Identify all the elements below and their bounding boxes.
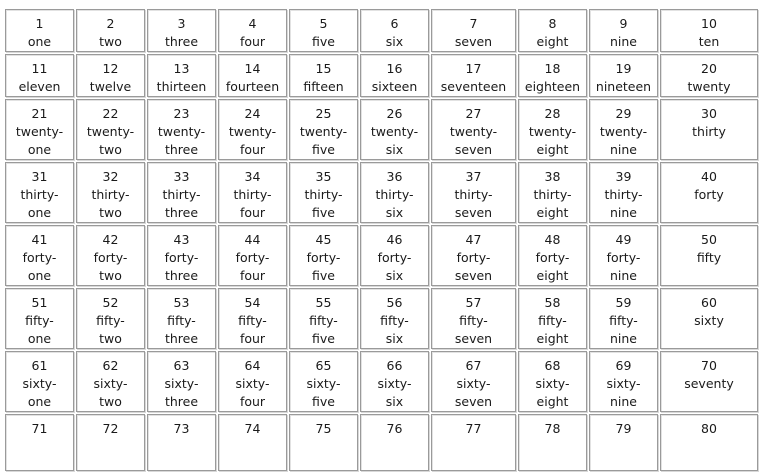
cell-number: 57 (465, 295, 482, 310)
number-cell (660, 162, 758, 223)
cell-word: sixteen (371, 79, 418, 94)
cell-number: 3 (177, 16, 186, 31)
cell-number: 35 (315, 169, 332, 184)
number-cell (360, 9, 429, 52)
number-cell (147, 288, 216, 349)
cell-word: fifty- eight (536, 313, 569, 346)
cell-number: 68 (544, 358, 561, 373)
cell-number: 19 (615, 61, 632, 76)
cell-word: thirty- five (304, 187, 343, 220)
number-cell (5, 54, 74, 97)
cell-word: three (164, 34, 199, 49)
cell-word: fifty- nine (609, 313, 638, 346)
number-cell (660, 225, 758, 286)
number-cell (518, 54, 587, 97)
table-row (5, 54, 758, 97)
cell-word: fifteen (303, 79, 344, 94)
cell-number: 10 (701, 16, 717, 31)
cell-number: 80 (701, 421, 717, 436)
cell-number: 34 (244, 169, 261, 184)
cell-word: thirty (692, 124, 726, 139)
cell-number: 33 (173, 169, 190, 184)
cell-number: 21 (31, 106, 48, 121)
cell-word: forty- nine (606, 250, 641, 283)
number-cell (218, 351, 287, 412)
number-cell (589, 351, 658, 412)
cell-number: 52 (102, 295, 119, 310)
number-cell (289, 288, 358, 349)
number-cell (218, 99, 287, 160)
cell-word: fourteen (225, 79, 280, 94)
number-cell (518, 9, 587, 52)
number-cell (5, 9, 74, 52)
cell-number: 31 (31, 169, 48, 184)
cell-number: 4 (248, 16, 257, 31)
cell-word: nineteen (595, 79, 652, 94)
cell-number: 37 (465, 169, 482, 184)
cell-word: twenty- eight (528, 124, 577, 157)
cell-word: thirty- seven (454, 187, 493, 220)
cell-number: 29 (615, 106, 632, 121)
number-cell (5, 351, 74, 412)
cell-number: 54 (244, 295, 261, 310)
cell-number: 49 (615, 232, 632, 247)
number-cell (218, 9, 287, 52)
number-cell (76, 225, 145, 286)
cell-number: 78 (544, 421, 561, 436)
number-cell (5, 414, 74, 471)
cell-word: sixty- one (22, 376, 57, 409)
number-cell (289, 99, 358, 160)
cell-number: 44 (244, 232, 261, 247)
number-cell (518, 99, 587, 160)
cell-word: fifty- six (380, 313, 409, 346)
cell-number: 6 (390, 16, 399, 31)
number-cell (589, 162, 658, 223)
number-cell (589, 54, 658, 97)
number-cell (660, 9, 758, 52)
cell-number: 76 (386, 421, 403, 436)
number-cell (660, 288, 758, 349)
cell-number: 56 (386, 295, 403, 310)
cell-word: sixty- nine (606, 376, 641, 409)
number-cell (76, 351, 145, 412)
number-cell (5, 288, 74, 349)
cell-word: fifty- seven (454, 313, 493, 346)
number-cell (431, 288, 516, 349)
cell-number: 9 (619, 16, 628, 31)
cell-number: 77 (465, 421, 482, 436)
cell-number: 62 (102, 358, 119, 373)
number-cell (76, 99, 145, 160)
cell-number: 67 (465, 358, 482, 373)
cell-number: 27 (465, 106, 482, 121)
cell-number: 79 (615, 421, 632, 436)
cell-word: thirty- six (375, 187, 414, 220)
cell-number: 15 (315, 61, 332, 76)
number-cell (431, 225, 516, 286)
cell-word: nine (609, 34, 637, 49)
cell-word: eighteen (524, 79, 581, 94)
number-cell (360, 288, 429, 349)
number-cell (360, 414, 429, 471)
cell-word: thirty- three (162, 187, 201, 220)
table-row (5, 99, 758, 160)
number-cell (147, 99, 216, 160)
number-cell (76, 288, 145, 349)
cell-number: 39 (615, 169, 632, 184)
cell-number: 24 (244, 106, 261, 121)
cell-number: 46 (386, 232, 403, 247)
cell-word: five (312, 34, 335, 49)
cell-number: 74 (244, 421, 261, 436)
number-cell (360, 225, 429, 286)
number-cell (289, 351, 358, 412)
cell-number: 58 (544, 295, 561, 310)
cell-number: 28 (544, 106, 561, 121)
cell-word: twenty- two (86, 124, 135, 157)
number-cell (660, 99, 758, 160)
number-cell (360, 351, 429, 412)
cell-number: 71 (31, 421, 48, 436)
cell-number: 14 (244, 61, 261, 76)
number-cell (431, 414, 516, 471)
cell-word: twenty- five (299, 124, 348, 157)
cell-word: twenty- four (228, 124, 277, 157)
cell-number: 50 (701, 232, 717, 247)
number-cell (360, 54, 429, 97)
number-cell (518, 225, 587, 286)
number-cell (360, 162, 429, 223)
number-words-table (3, 7, 760, 473)
cell-number: 41 (31, 232, 48, 247)
cell-word: forty- five (306, 250, 341, 283)
cell-word: twenty- seven (449, 124, 498, 157)
cell-number: 17 (465, 61, 482, 76)
cell-word: fifty- three (164, 313, 199, 346)
cell-word: sixty- four (235, 376, 270, 409)
cell-word: sixty- six (377, 376, 412, 409)
cell-word: thirteen (156, 79, 207, 94)
number-cell (76, 9, 145, 52)
cell-number: 70 (701, 358, 717, 373)
cell-number: 25 (315, 106, 332, 121)
cell-word: fifty- two (96, 313, 125, 346)
cell-number: 73 (173, 421, 190, 436)
cell-number: 61 (31, 358, 48, 373)
cell-number: 36 (386, 169, 403, 184)
cell-word: forty- three (164, 250, 199, 283)
number-cell (518, 351, 587, 412)
number-cell (289, 54, 358, 97)
cell-word: thirty- eight (533, 187, 572, 220)
cell-number: 66 (386, 358, 403, 373)
table-row (5, 288, 758, 349)
number-cell (218, 414, 287, 471)
number-cell (289, 162, 358, 223)
table-row (5, 351, 758, 412)
cell-word: two (99, 34, 122, 49)
cell-word: seventeen (440, 79, 507, 94)
cell-word: six (385, 34, 404, 49)
number-cell (147, 162, 216, 223)
cell-number: 59 (615, 295, 632, 310)
number-cell (218, 225, 287, 286)
cell-number: 64 (244, 358, 261, 373)
number-cell (147, 414, 216, 471)
cell-number: 32 (102, 169, 119, 184)
number-cell (518, 162, 587, 223)
number-cell (431, 162, 516, 223)
number-cell (431, 99, 516, 160)
cell-word: eight (536, 34, 569, 49)
cell-number: 23 (173, 106, 190, 121)
cell-word: four (239, 34, 266, 49)
number-cell (589, 225, 658, 286)
cell-word: forty (694, 187, 724, 202)
cell-number: 45 (315, 232, 332, 247)
cell-number: 72 (102, 421, 119, 436)
cell-number: 13 (173, 61, 190, 76)
number-cell (76, 162, 145, 223)
cell-word: forty- six (377, 250, 412, 283)
cell-number: 42 (102, 232, 119, 247)
number-cell (147, 225, 216, 286)
cell-number: 7 (469, 16, 478, 31)
cell-word: thirty- nine (604, 187, 643, 220)
cell-number: 8 (548, 16, 557, 31)
number-cell (218, 54, 287, 97)
number-cell (5, 162, 74, 223)
cell-word: thirty- four (233, 187, 272, 220)
cell-number: 30 (701, 106, 717, 121)
cell-word: forty- one (22, 250, 57, 283)
cell-number: 16 (386, 61, 403, 76)
cell-word: eleven (18, 79, 61, 94)
cell-word: ten (698, 34, 720, 49)
table-row (5, 9, 758, 52)
cell-number: 18 (544, 61, 561, 76)
number-cell (218, 288, 287, 349)
cell-number: 2 (106, 16, 115, 31)
number-cell (431, 9, 516, 52)
cell-number: 1 (35, 16, 44, 31)
cell-word: fifty- five (309, 313, 338, 346)
cell-word: sixty- five (306, 376, 341, 409)
number-cell (518, 414, 587, 471)
number-cell (147, 351, 216, 412)
cell-number: 38 (544, 169, 561, 184)
number-cell (5, 99, 74, 160)
cell-word: forty- four (235, 250, 270, 283)
table-row (5, 225, 758, 286)
cell-number: 53 (173, 295, 190, 310)
cell-number: 51 (31, 295, 48, 310)
number-cell (589, 99, 658, 160)
cell-number: 20 (701, 61, 717, 76)
cell-word: twenty (687, 79, 731, 94)
cell-word: sixty- three (164, 376, 199, 409)
cell-word: seven (454, 34, 493, 49)
number-cell (431, 351, 516, 412)
cell-number: 5 (319, 16, 328, 31)
cell-word: twelve (89, 79, 132, 94)
cell-number: 43 (173, 232, 190, 247)
cell-number: 63 (173, 358, 190, 373)
cell-word: twenty- three (157, 124, 206, 157)
number-cell (218, 162, 287, 223)
number-cell (289, 9, 358, 52)
number-cell (5, 225, 74, 286)
cell-number: 55 (315, 295, 332, 310)
cell-number: 60 (701, 295, 717, 310)
cell-number: 75 (315, 421, 332, 436)
number-cell (660, 351, 758, 412)
cell-word: sixty- eight (535, 376, 570, 409)
table-row (5, 414, 758, 471)
number-cell (76, 414, 145, 471)
cell-word: twenty- six (370, 124, 419, 157)
cell-number: 69 (615, 358, 632, 373)
cell-number: 11 (31, 61, 48, 76)
cell-word: fifty (696, 250, 722, 265)
cell-word: twenty- nine (599, 124, 648, 157)
cell-word: fifty- four (238, 313, 267, 346)
number-cell (589, 9, 658, 52)
cell-word: twenty- one (15, 124, 64, 157)
number-cell (589, 414, 658, 471)
cell-word: sixty (694, 313, 724, 328)
cell-word: thirty- one (20, 187, 59, 220)
cell-number: 65 (315, 358, 332, 373)
number-cell (589, 288, 658, 349)
cell-number: 47 (465, 232, 482, 247)
number-cell (147, 9, 216, 52)
cell-word: one (27, 34, 52, 49)
number-cell (147, 54, 216, 97)
number-cell (431, 54, 516, 97)
cell-word: forty- seven (454, 250, 493, 283)
number-cell (660, 54, 758, 97)
cell-word: thirty- two (91, 187, 130, 220)
cell-word: fifty- one (25, 313, 54, 346)
cell-number: 12 (102, 61, 119, 76)
number-cell (289, 225, 358, 286)
number-cell (289, 414, 358, 471)
cell-word: forty- two (93, 250, 128, 283)
number-cell (660, 414, 758, 471)
cell-number: 48 (544, 232, 561, 247)
cell-word: sixty- seven (454, 376, 493, 409)
cell-word: seventy (684, 376, 734, 391)
cell-number: 26 (386, 106, 403, 121)
number-cell (76, 54, 145, 97)
cell-number: 40 (701, 169, 717, 184)
table-row (5, 162, 758, 223)
cell-word: sixty- two (93, 376, 128, 409)
number-cell (518, 288, 587, 349)
number-cell (360, 99, 429, 160)
cell-word: forty- eight (535, 250, 570, 283)
cell-number: 22 (102, 106, 119, 121)
